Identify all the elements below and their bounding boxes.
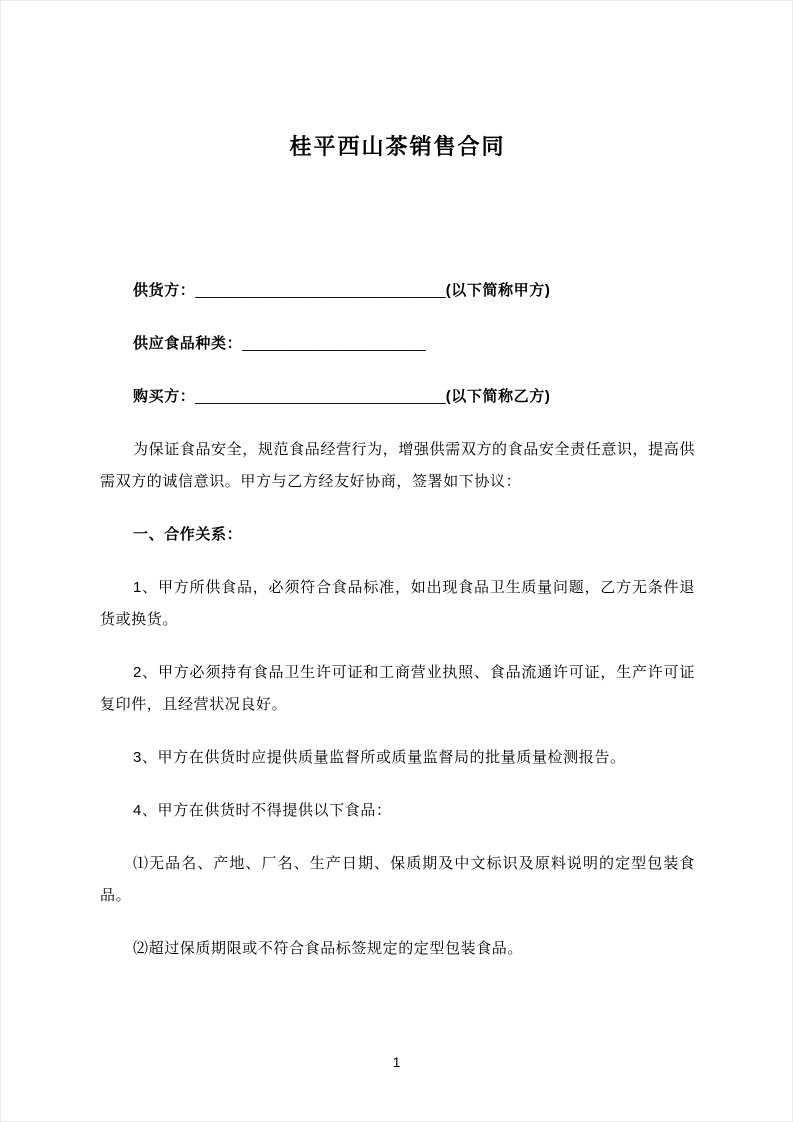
document-title: 桂平西山茶销售合同 xyxy=(289,134,506,159)
field-buyer xyxy=(100,381,695,413)
sub-clause-1: ⑴无品名、产地、厂名、生产日期、保质期及中文标识及原料说明的定型包装食品。 xyxy=(100,855,695,904)
field-buyer-blank: ______________________________ xyxy=(195,388,446,405)
field-buyer-suffix: (以下简称乙方) xyxy=(445,388,551,405)
page-number: 1 xyxy=(392,1054,401,1070)
field-food-category xyxy=(100,328,695,360)
field-supplier-blank: ______________________________ xyxy=(195,282,446,299)
clause-2: 2、甲方必须持有食品卫生许可证和工商营业执照、食品流通许可证，生产许可证复印件，且经营状况良好。 xyxy=(100,664,695,713)
field-supplier-label: 供货方： xyxy=(133,282,196,299)
field-buyer-label: 购买方： xyxy=(133,388,196,405)
field-food-category-blank: ______________________ xyxy=(242,335,426,352)
field-food-category-label: 供应食品种类： xyxy=(133,335,243,352)
clause-4: 4、甲方在供货时不得提供以下食品： xyxy=(133,802,392,819)
intro-paragraph: 为保证食品安全，规范食品经营行为，增强供需双方的食品安全责任意识，提高供需双方的诚信意识。甲方与乙方经友好协商，签署如下协议： xyxy=(100,441,695,490)
sub-clause-2: ⑵超过保质期限或不符合食品标签规定的定型包装食品。 xyxy=(133,940,524,957)
clause-3: 3、甲方在供货时应提供质量监督所或质量监督局的批量质量检测报告。 xyxy=(133,749,626,766)
section-heading-cooperation: 一、合作关系： xyxy=(133,526,243,543)
clause-1: 1、甲方所供食品，必须符合食品标准，如出现食品卫生质量问题，乙方无条件退货或换货。 xyxy=(100,579,695,628)
field-supplier-suffix: (以下简称甲方) xyxy=(445,282,551,299)
document-content xyxy=(1,1,792,965)
field-supplier xyxy=(100,275,695,307)
